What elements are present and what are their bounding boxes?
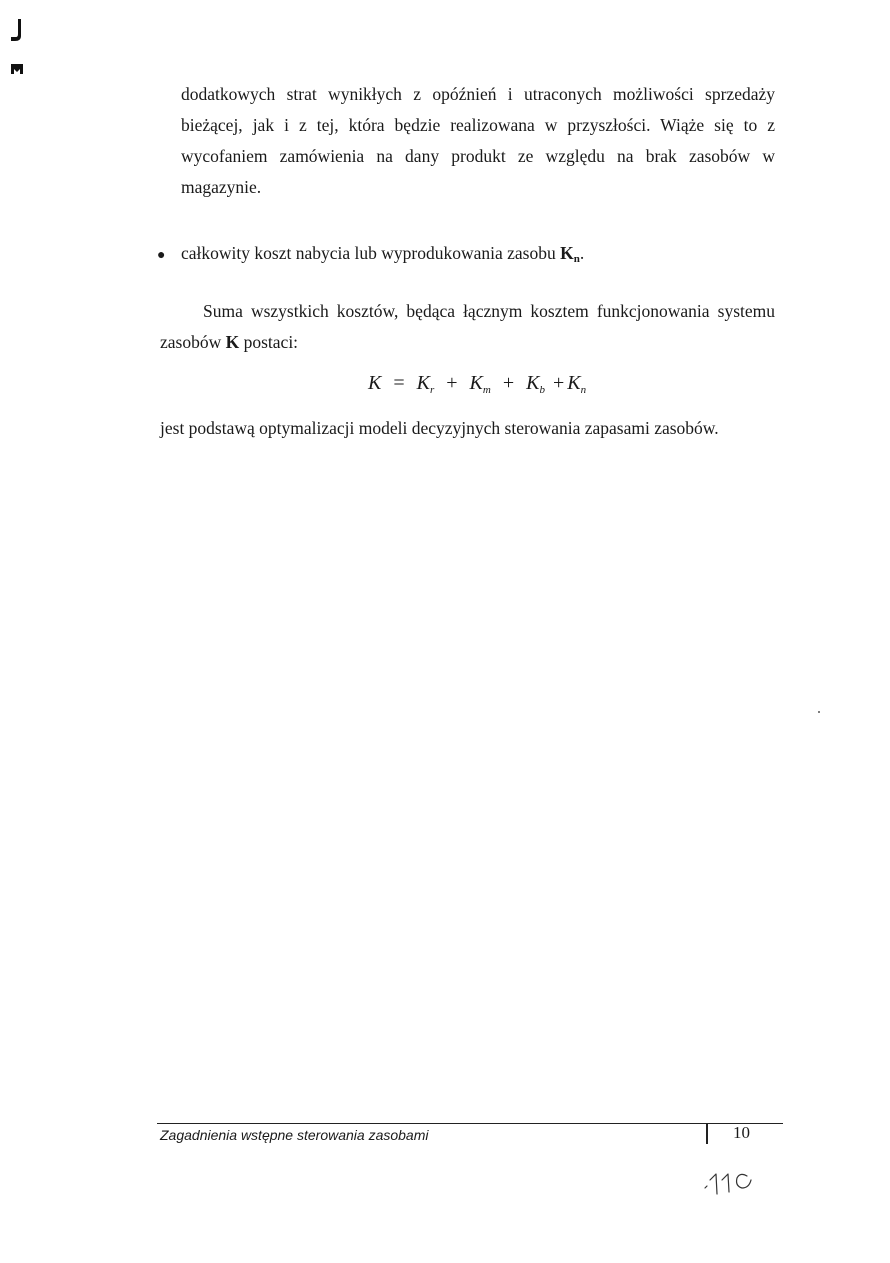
scan-artifact-hook [9, 18, 25, 42]
scan-dust [818, 711, 820, 713]
formula-sub: n [580, 384, 587, 396]
bullet-subscript: n [573, 253, 580, 265]
formula-term: K [567, 372, 581, 394]
sum-paragraph [160, 296, 775, 358]
paragraph-line: bieżącej, jak i z tej, która będzie realizowana w przyszłości. Wiąże się to z [181, 115, 775, 135]
formula-sub: m [482, 384, 491, 396]
sum-line-2-end: postaci: [239, 332, 299, 352]
paragraph-line: wycofaniem zamówienia na dany produkt ze względu na brak zasobów w [181, 146, 775, 166]
sum-line-1: Suma wszystkich kosztów, będąca łącznym kosztem funkcjonowania systemu [203, 301, 775, 321]
formula-equals: = [393, 372, 405, 394]
bullet-symbol: K [560, 243, 574, 263]
bullet-item [157, 238, 584, 275]
formula-sub: b [539, 384, 545, 396]
bullet-dot-icon: ● [157, 248, 166, 263]
formula-plus: + [552, 372, 565, 394]
conclusion-text: jest podstawą optymalizacji modeli decyzyjnych sterowania zapasami zasobów. [160, 418, 719, 438]
sum-line-2 [160, 327, 775, 358]
cost-formula [368, 368, 586, 405]
scan-artifact-mark [11, 64, 23, 74]
bullet-end: . [579, 243, 585, 263]
sum-symbol: K [225, 332, 240, 352]
formula-term: K [416, 372, 430, 394]
formula-term: K [526, 372, 540, 394]
formula-term: K [469, 372, 483, 394]
formula-plus: + [446, 372, 458, 394]
paragraph-line: magazynie. [181, 177, 262, 197]
footer-rule [157, 1123, 783, 1124]
formula-sub: r [429, 384, 435, 396]
sum-line-2-text: zasobów [160, 332, 226, 352]
page-number: 10 [733, 1123, 750, 1142]
paragraph-continuation [181, 79, 775, 203]
handwritten-page-number [702, 1166, 762, 1196]
footer-separator [706, 1124, 708, 1144]
paragraph-line: dodatkowych strat wynikłych z opóźnień i utraconych możliwości sprzedaży [181, 84, 775, 104]
formula-plus: + [502, 372, 515, 394]
bullet-text: całkowity koszt nabycia lub wyprodukowania zasobu [181, 243, 561, 263]
footer-title: Zagadnienia wstępne sterowania zasobami [160, 1127, 429, 1143]
formula-lhs: K [368, 372, 382, 394]
